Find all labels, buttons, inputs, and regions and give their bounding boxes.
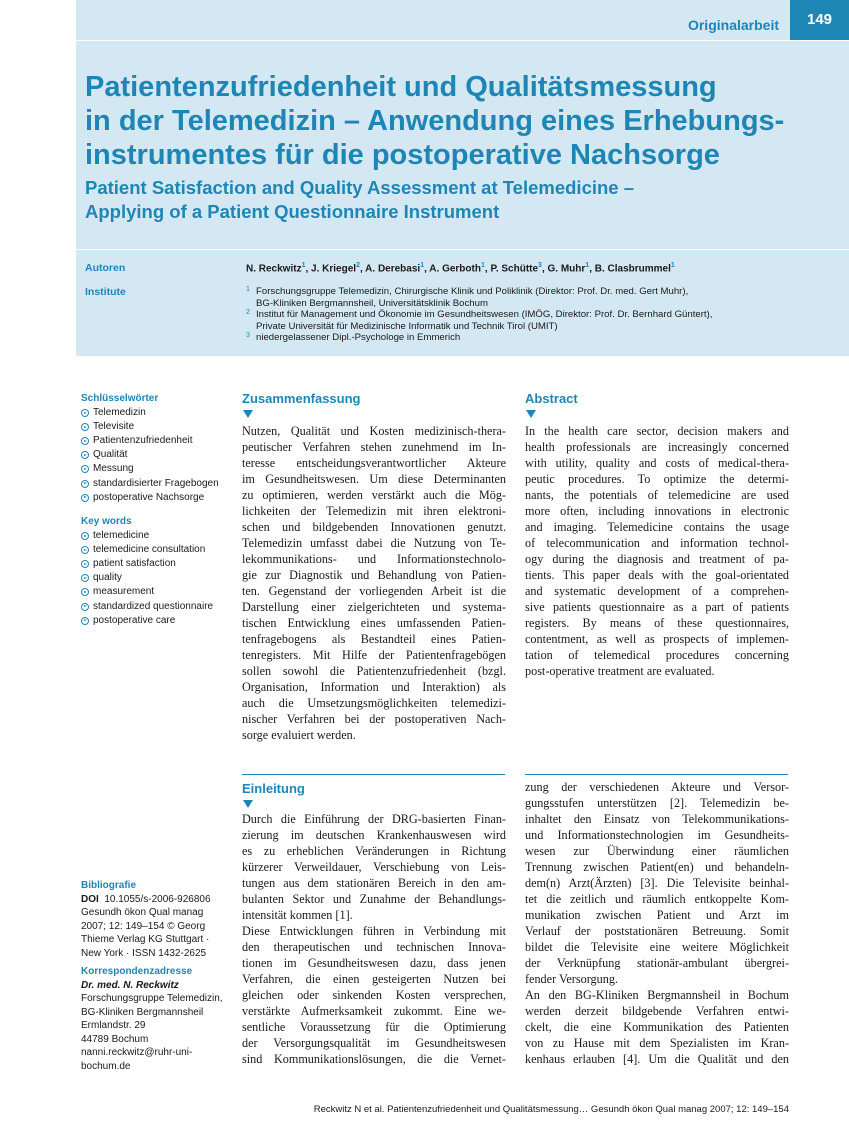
institute-line <box>246 321 712 333</box>
keyword-item <box>81 477 219 491</box>
bullet-arrow-icon <box>81 437 89 445</box>
subtitle-line: Patient Satisfaction and Quality Assessment at Telemedicine – <box>85 177 635 198</box>
abstract-heading: Abstract <box>525 391 578 406</box>
author-list: N. Reckwitz$^1$, J. Kriegel$^2$, A. Derebasi$^1$, A. Gerboth$^1$, P. Schütte$^3$, G. Muhr$^1$, B. Clasbrummel$^1$ <box>246 262 675 275</box>
text-line: and systematic development of a comprehen- <box>525 584 789 598</box>
keyword-item <box>81 614 213 628</box>
text-line: tungen aus dem stationären Bereich in den am- <box>242 876 506 890</box>
text-line: auch die Umsetzungsmöglichkeiten telemedizi- <box>242 696 506 710</box>
zusammenfassung-heading: Zusammenfassung <box>242 391 361 406</box>
zusammenfassung-text <box>242 423 506 743</box>
article-subtitle <box>85 176 805 224</box>
biblio-line: Gesundh ökon Qual manag <box>81 907 204 918</box>
keyword-item <box>81 557 213 571</box>
authors-label: Autoren <box>85 262 126 274</box>
bullet-arrow-icon <box>81 588 89 596</box>
correspondence-line: 44789 Bochum <box>81 1033 149 1045</box>
text-line: zung der verschiedenen Akteure und Versor- <box>525 780 789 794</box>
text-line: sentliche Voraussetzung für die Optimierung <box>242 1020 506 1034</box>
bullet-arrow-icon <box>81 451 89 459</box>
bullet-arrow-icon <box>81 560 89 568</box>
keyword-item <box>81 529 213 543</box>
text-line: den therapeutischen und technischen Innova- <box>242 940 506 954</box>
title-line: in der Telemedizin – Anwendung eines Erhebungs- <box>85 105 785 137</box>
bibliography <box>81 879 231 1073</box>
section-rule <box>525 774 788 775</box>
institutes-label: Institute <box>85 286 126 298</box>
text-line: ckelt, die eine Kommunikation des Patienten <box>525 1020 789 1034</box>
text-line: Telemedizin umfasst dabei die Nutzung von Te- <box>242 536 506 550</box>
text-line: werden derzeit bildgebende Verfahren entwi- <box>525 1004 789 1018</box>
keyword-text: postoperative care <box>93 614 176 626</box>
text-line: of telecommunication and information technol- <box>525 536 789 550</box>
keyword-item <box>81 406 219 420</box>
keyword-text: Televisite <box>93 421 135 433</box>
text-line: tischen Entwicklung eines umfassenden Patien- <box>242 616 506 630</box>
section-marker-icon <box>243 410 253 418</box>
text-line: fender Versorgung. <box>525 972 618 986</box>
bullet-arrow-icon <box>81 480 89 488</box>
text-line: tation of telemedical procedures concerning <box>525 648 789 662</box>
author-affiliation: 1 <box>480 262 485 269</box>
author-affiliation: 1 <box>420 262 425 269</box>
text-line: wesen zur Überwindung einer räumlichen <box>525 844 789 858</box>
header-divider <box>76 40 849 41</box>
institute-line <box>246 286 712 298</box>
text-line: der Verknüpfung stationär-ambulant übergrei- <box>525 956 789 970</box>
correspondence-line: bochum.de <box>81 1060 131 1072</box>
text-line: lichkeiten der Telemedizin mit ihren elektroni- <box>242 504 506 518</box>
keyword-text: measurement <box>93 586 155 598</box>
bullet-arrow-icon <box>81 546 89 554</box>
keyword-item <box>81 434 219 448</box>
biblio-line: New York · ISSN 1432-2625 <box>81 947 207 959</box>
bullet-arrow-icon <box>81 617 89 625</box>
author-affiliation: 1 <box>670 262 675 269</box>
institute-text: Private Universität für Medizinische Informatik und Technik Tirol (UMIT) <box>256 320 558 332</box>
doi-line <box>81 893 231 907</box>
author-affiliation: 1 <box>585 262 590 269</box>
correspondence-line: Forschungsgruppe Telemedizin, <box>81 993 223 1004</box>
text-line: kenhaus erlauben [4]. Um die Qualität und den <box>525 1052 789 1066</box>
text-line: sive patients questionnaire as a part of patients <box>525 600 789 614</box>
text-line: Darstellung einer zielgerichteten und systema- <box>242 600 506 614</box>
author-affiliation: 3 <box>538 262 542 269</box>
keyword-item <box>81 600 213 614</box>
author-name: G. Muhr <box>547 263 586 275</box>
text-line: nischer Verfahren bei der postoperativen Nach- <box>242 712 506 726</box>
text-line: gie zur Diagnostik und Behandlung von Patien- <box>242 568 506 582</box>
correspondence-name: Dr. med. N. Reckwitz <box>81 979 179 991</box>
text-line: und Informationstechnologien im Gesundheits- <box>525 828 789 842</box>
author-name: B. Clasbrummel <box>594 263 671 275</box>
keyword-item <box>81 543 213 557</box>
keyword-item <box>81 585 213 599</box>
text-line: peutic procedures. To optimize the determi- <box>525 472 789 486</box>
keywords-en <box>81 515 213 628</box>
text-line: tients. This paper deals with the goal-orientated <box>525 568 789 582</box>
keyword-text: telemedicine <box>93 530 150 542</box>
keyword-item <box>81 491 219 505</box>
page-number: 149 <box>790 0 849 40</box>
institute-text: BG-Kliniken Bergmannsheil, Universitätsklinik Bochum <box>256 297 488 309</box>
text-line: An den BG-Kliniken Bergmannsheil in Bochum <box>525 988 789 1002</box>
keyword-item <box>81 462 219 476</box>
title-line: instrumentes für die postoperative Nachsorge <box>85 139 720 171</box>
correspondence-line: Ermlandstr. 29 <box>81 1020 146 1031</box>
author-name: P. Schütte <box>490 263 539 275</box>
abstract-text <box>525 423 789 679</box>
text-line: nants, the potentials of telemedicine are used <box>525 488 789 502</box>
bullet-arrow-icon <box>81 574 89 582</box>
article-category: Originalarbeit <box>687 17 779 33</box>
text-line: gleichen oder sinkenden Kosten versprechen, <box>242 988 506 1002</box>
text-line: Diese Entwicklungen führen in Verbindung mit <box>242 924 506 938</box>
keywords-en-title: Key words <box>81 516 132 527</box>
keyword-item <box>81 571 213 585</box>
institute-text: Institut für Management und Ökonomie im Gesundheitswesen (IMÖG, Direktor: Prof. Dr. Bernhard Güntert), <box>256 309 713 321</box>
text-line: verstärkte Aufmerksamkeit zukommt. Eine we- <box>242 1004 506 1018</box>
correspondence-line: BG-Kliniken Bergmannsheil <box>81 1006 204 1018</box>
keywords-de <box>81 392 219 505</box>
section-marker-icon <box>526 410 536 418</box>
einleitung-text-left <box>242 811 506 1067</box>
text-line: sind Kommunikationslösungen, die die Vernet- <box>242 1052 506 1066</box>
subtitle-line: Applying of a Patient Questionnaire Instrument <box>85 201 500 222</box>
text-line: dem(n) Arzt(Ärzten) [3]. Die Televisite beinhal- <box>525 876 789 890</box>
keyword-text: Qualität <box>93 449 128 461</box>
bullet-arrow-icon <box>81 423 89 431</box>
text-line: gungsstufen unterstützen [2]. Telemedizin be- <box>525 796 789 810</box>
text-line: schen und bildgebenden Innovationen genutzt. <box>242 520 506 534</box>
doi-label: DOI <box>81 893 99 905</box>
text-line: In the health care sector, decision makers and <box>525 424 789 438</box>
bullet-arrow-icon <box>81 603 89 611</box>
text-line: bildet die Televisite eine weitere Möglichkeit <box>525 940 789 954</box>
text-line: es zu erheblichen Veränderungen in Richtung <box>242 844 506 858</box>
institute-list <box>246 286 712 344</box>
text-line: Organisation, Information und Interaktion) als <box>242 680 506 694</box>
author-affiliation: 2 <box>356 262 360 269</box>
text-line: ogy during the diagnosis and treatment of pa- <box>525 552 789 566</box>
keywords-de-title: Schlüsselwörter <box>81 393 159 404</box>
text-line: and imaging. Telemedicine contains the usage <box>525 520 789 534</box>
einleitung-heading: Einleitung <box>242 774 505 796</box>
text-line: von zu Hause mit dem Spezialisten im Kran- <box>525 1036 789 1050</box>
page-footer: Reckwitz N et al. Patientenzufriedenheit und Qualitätsmessung… Gesundh ökon Qual manag 2007; 12: 149–154 <box>313 1104 789 1115</box>
text-line: tionen im Gesundheitswesen dazu, dass jenen <box>242 956 506 970</box>
text-line: zu optimieren, werden verstärkt auch die Mög- <box>242 488 506 502</box>
text-line: tenfragebogens als Bestandteil eines Patien- <box>242 632 506 646</box>
keyword-text: telemedicine consultation <box>93 544 206 556</box>
keyword-item <box>81 420 219 434</box>
text-line: more often, including innovations in electronic <box>525 504 789 518</box>
institute-line <box>246 298 712 310</box>
text-line: inhaltet den Einsatz von Telekommunikations- <box>525 812 789 826</box>
correspondence-title: Korrespondenzadresse <box>81 966 193 977</box>
text-line: intensität kommen [1]. <box>242 908 353 922</box>
text-line: teresse entscheidungsverantwortlicher Akteure <box>242 456 506 470</box>
text-line: registers. By means of these questionnaires, <box>525 616 789 630</box>
keyword-text: patient satisfaction <box>93 558 176 570</box>
text-line: Verlauf der poststationären Betreuung. Somit <box>525 924 789 938</box>
text-line: kürzerer Verweildauer, Verschiebung von Leis- <box>242 860 506 874</box>
keyword-item <box>81 448 219 462</box>
text-line: bulanten Sektor und Zunahme der Behandlungs- <box>242 892 506 906</box>
text-line: with utility, quality and costs of medical-thera- <box>525 456 789 470</box>
text-line: lekommunikations- und Informationstechnolo- <box>242 552 506 566</box>
author-name: A. Gerboth <box>429 263 481 275</box>
doi-value: 10.1055/s-2006-926806 <box>104 893 211 905</box>
institute-text: niedergelassener Dipl.-Psychologe in Emmerich <box>256 332 461 344</box>
text-line: health professionals are increasingly concerned <box>525 440 789 454</box>
text-line: zierung im deutschen Krankenhauswesen wird <box>242 828 506 842</box>
biblio-title: Bibliografie <box>81 880 137 891</box>
text-line: im Gesundheitswesen. Um diese Determinanten <box>242 472 506 486</box>
text-line: peutischer Verfahren stehen zunehmend im In- <box>242 440 506 454</box>
text-line: munikation zwischen Patient und Arzt im <box>525 908 789 922</box>
text-line: der Versorgungsqualität im Gesundheitswesen <box>242 1036 506 1050</box>
text-line: ten. Gegenstand der vorliegenden Arbeit ist die <box>242 584 506 598</box>
text-line: post-operative treatment are evaluated. <box>525 664 715 678</box>
text-line: sorge evaluiert werden. <box>242 728 356 742</box>
text-line: Trennung zwischen Patient(en) und behandeln- <box>525 860 789 874</box>
text-line: contentment, as well as prospects of implemen- <box>525 632 789 646</box>
keyword-text: Telemedizin <box>93 407 146 419</box>
article-title <box>85 70 805 172</box>
text-line: tet die zeitlich und räumlich entkoppelte Kom- <box>525 892 789 906</box>
keyword-text: standardized questionnaire <box>93 600 214 612</box>
header-divider <box>76 249 849 250</box>
keyword-text: postoperative Nachsorge <box>93 491 205 503</box>
author-name: J. Kriegel <box>311 263 357 275</box>
author-name: A. Derebasi <box>365 263 421 275</box>
author-affiliation: 1 <box>301 262 306 269</box>
correspondence-line: nanni.reckwitz@ruhr-uni- <box>81 1047 193 1058</box>
bullet-arrow-icon <box>81 532 89 540</box>
keyword-text: quality <box>93 572 122 584</box>
section-marker-icon <box>243 800 253 808</box>
einleitung-text-right <box>525 779 789 1067</box>
text-line: tenregisters. Mit Hilfe der Patientenfragebögen <box>242 648 506 662</box>
text-line: Nutzen, Qualität und Kosten medizinisch-thera- <box>242 424 506 438</box>
bullet-arrow-icon <box>81 465 89 473</box>
text-line: Durch die Einführung der DRG-basierten Finan- <box>242 812 506 826</box>
institute-line <box>246 332 712 344</box>
text-line: sollen sowohl die Patientenzufriedenheit (bzgl. <box>242 664 506 678</box>
author-name: N. Reckwitz <box>246 263 302 275</box>
bullet-arrow-icon <box>81 409 89 417</box>
institute-text: Forschungsgruppe Telemedizin, Chirurgische Klinik und Poliklinik (Direktor: Prof. Dr. med. Gert Muhr), <box>256 286 689 297</box>
institute-number: 3 <box>246 332 250 340</box>
institute-line <box>246 309 712 321</box>
keyword-text: standardisierter Fragebogen <box>93 477 219 489</box>
institute-number: 1 <box>246 286 250 293</box>
institute-number: 2 <box>246 309 250 317</box>
bullet-arrow-icon <box>81 494 89 502</box>
text-line: Verfahren, die einen gesteigerten Nutzen bei <box>242 972 506 986</box>
title-line: Patientenzufriedenheit und Qualitätsmessung <box>85 71 717 103</box>
keyword-text: Messung <box>93 463 134 475</box>
biblio-line: 2007; 12: 149–154 © Georg <box>81 920 206 932</box>
biblio-line: Thieme Verlag KG Stuttgart · <box>81 934 210 945</box>
keyword-text: Patientenzufriedenheit <box>93 435 193 447</box>
